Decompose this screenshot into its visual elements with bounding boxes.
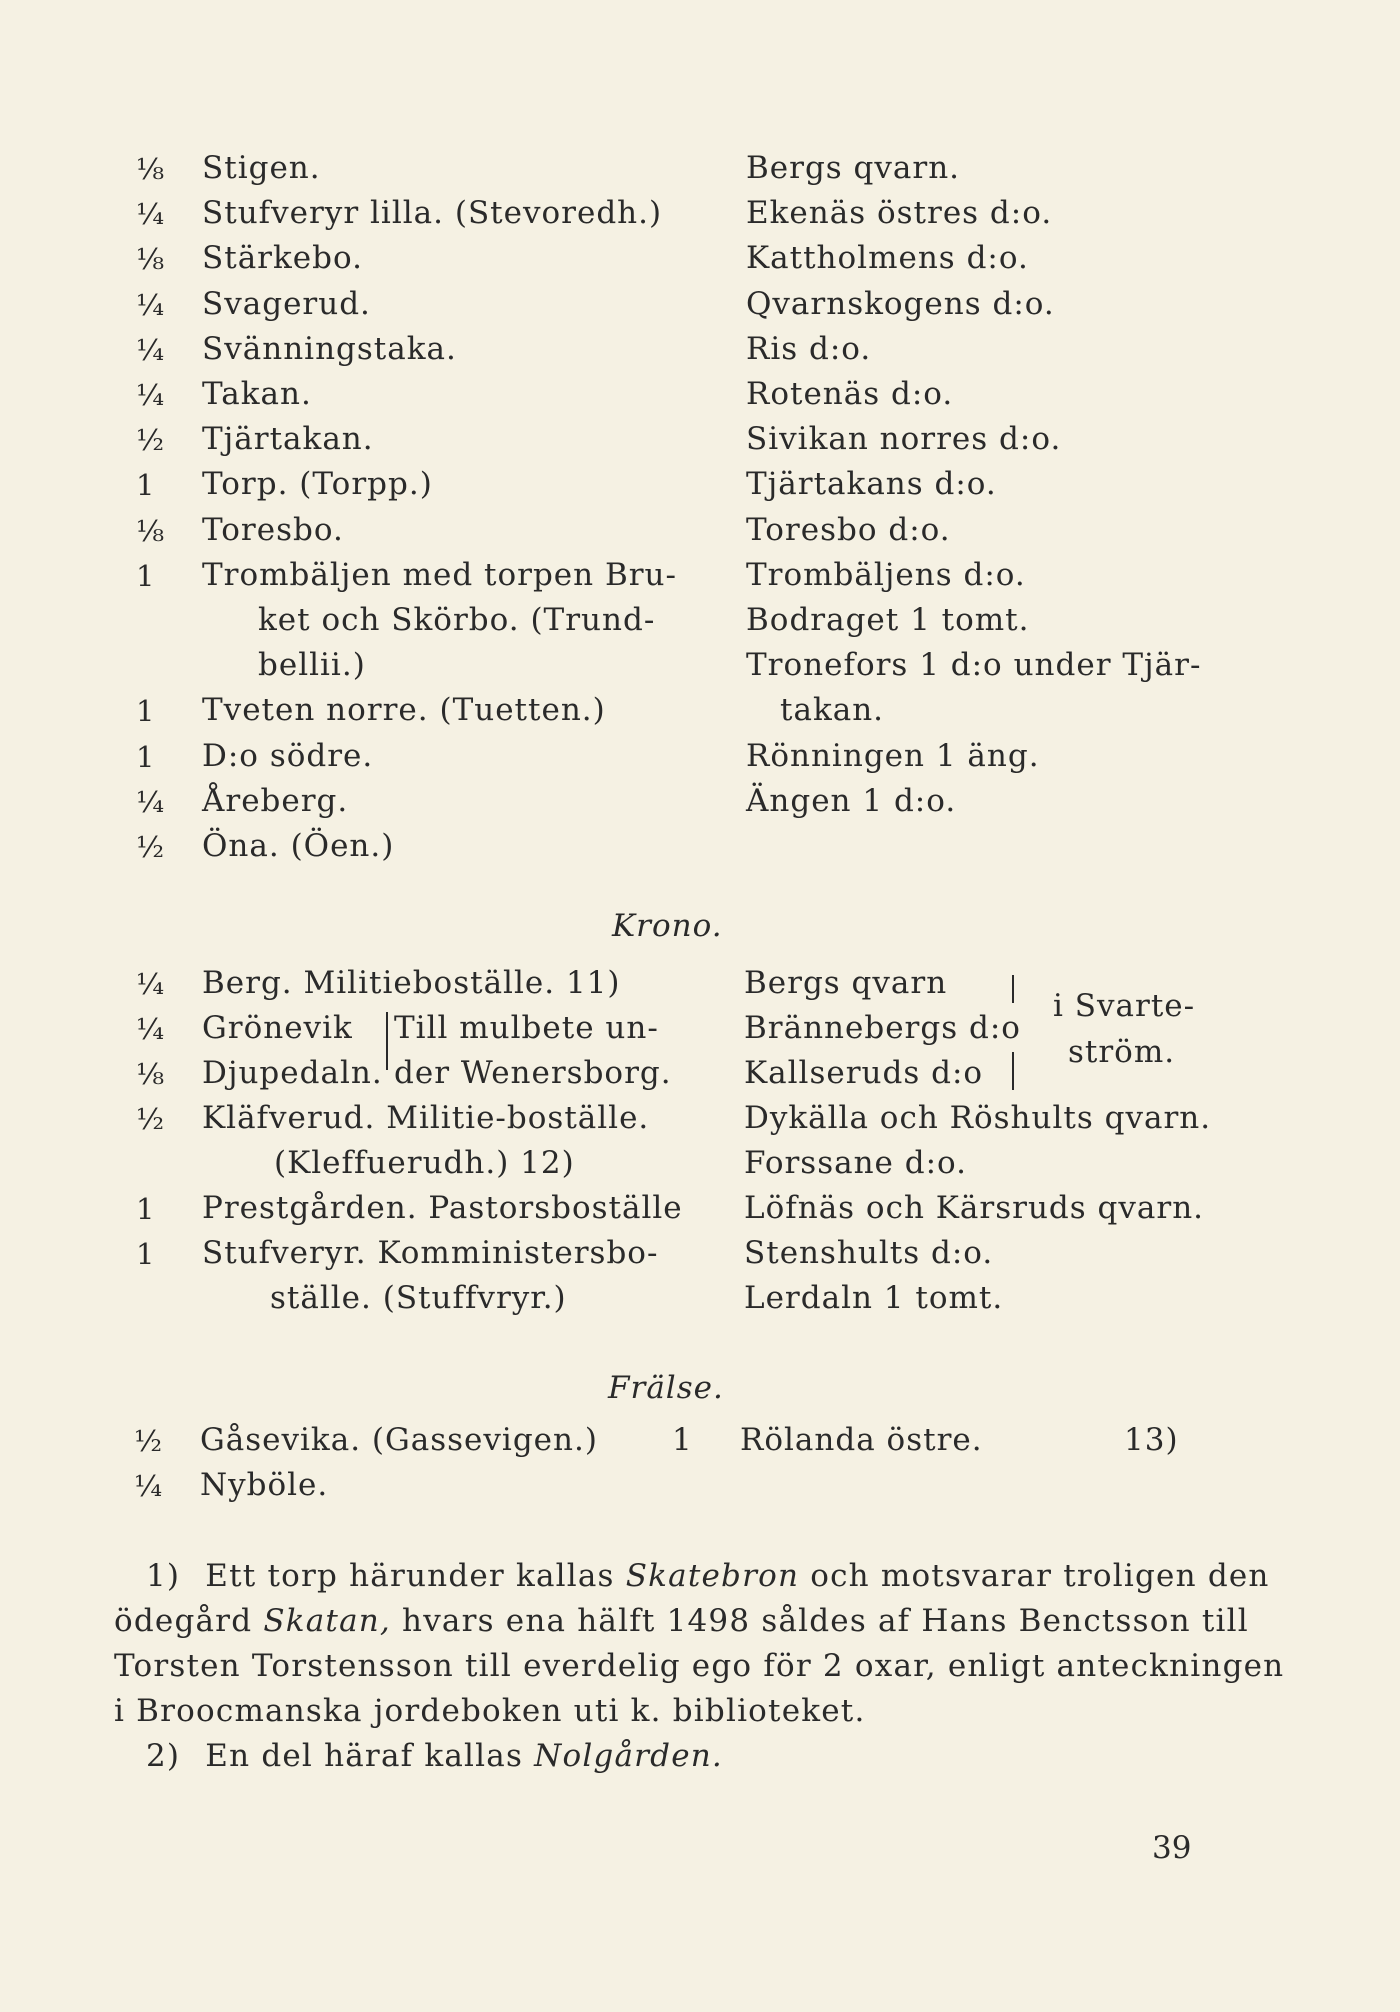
section1-left-row-8-text: Toresbo. xyxy=(202,512,344,548)
section1-left-row-15-fraction: ½ xyxy=(136,830,164,864)
krono-right-row-1-text: Brännebergs d:o xyxy=(744,1010,1021,1046)
section1-left-row-6-text: Tjärtakan. xyxy=(202,421,374,457)
section1-right-row-1-text: Ekenäs östres d:o. xyxy=(746,195,1053,231)
fralse-left-row-1-fraction: ¼ xyxy=(134,1469,162,1503)
section1-left-row-9-fraction: 1 xyxy=(136,559,154,593)
section1-left-row-3-fraction: ¼ xyxy=(136,288,164,322)
krono-right-row-4-text: Forssane d:o. xyxy=(744,1145,968,1181)
brace-left-line1: Till mulbete un- xyxy=(394,1010,659,1046)
section1-right-row-14-text: Ängen 1 d:o. xyxy=(746,783,957,819)
krono-left-row-3-fraction: ½ xyxy=(136,1102,164,1136)
fralse-right-note: 13) xyxy=(1124,1422,1179,1458)
section1-left-row-12-fraction: 1 xyxy=(136,694,154,728)
krono-right-row-6-text: Stenshults d:o. xyxy=(744,1235,994,1271)
section1-left-row-4-text: Svänningstaka. xyxy=(202,331,457,367)
footnote-1-line-3: Torsten Torstensson till everdelig ego för 2 oxar, enligt anteckningen xyxy=(114,1648,1285,1684)
brace-right-bottom xyxy=(1012,1052,1014,1090)
footnote-2-number: 2) xyxy=(146,1738,181,1774)
fralse-left-row-0-text: Gåsevika. (Gassevigen.) xyxy=(200,1422,598,1458)
footnote-2 xyxy=(146,1738,723,1774)
krono-left-row-5-text: Prestgården. Pastorsboställe xyxy=(202,1190,683,1226)
krono-left-row-0-text: Berg. Militieboställe. 11) xyxy=(202,965,621,1001)
section1-right-row-10-text: Bodraget 1 tomt. xyxy=(746,602,1030,638)
section1-left-row-9-text: Trombäljen med torpen Bru- xyxy=(202,557,678,593)
section1-left-row-14-text: Åreberg. xyxy=(202,783,349,819)
krono-left-row-4-text: (Kleffuerudh.) 12) xyxy=(274,1145,575,1181)
footnote-1-italic-1: Skatebron xyxy=(625,1558,800,1594)
section1-left-row-13-text: D:o södre. xyxy=(202,738,374,774)
krono-left-row-5-fraction: 1 xyxy=(136,1192,154,1226)
krono-left-row-2-fraction: ⅛ xyxy=(136,1057,164,1091)
section1-right-row-4-text: Ris d:o. xyxy=(746,331,872,367)
section1-left-row-10-text: ket och Skörbo. (Trund- xyxy=(258,602,656,638)
section1-right-row-0-text: Bergs qvarn. xyxy=(746,150,961,186)
section1-right-row-12-text: takan. xyxy=(780,692,885,728)
section1-left-row-15-text: Öna. (Öen.) xyxy=(202,828,395,864)
footnote-1-text-b: och motsvarar troligen den xyxy=(810,1558,1270,1594)
page-number: 39 xyxy=(1152,1830,1192,1866)
section1-right-row-13-text: Rönningen 1 äng. xyxy=(746,738,1040,774)
fralse-right-frac: 1 xyxy=(672,1422,693,1458)
krono-right-row-5-text: Löfnäs och Kärsruds qvarn. xyxy=(744,1190,1205,1226)
section1-left-row-6-fraction: ½ xyxy=(136,423,164,457)
section1-left-row-1-text: Stufveryr lilla. (Stevoredh.) xyxy=(202,195,663,231)
section1-right-row-3-text: Qvarnskogens d:o. xyxy=(746,286,1055,322)
section1-left-row-12-text: Tveten norre. (Tuetten.) xyxy=(202,692,606,728)
krono-left-row-1-fraction: ¼ xyxy=(136,1012,164,1046)
section1-left-row-0-text: Stigen. xyxy=(202,150,321,186)
section1-left-row-1-fraction: ¼ xyxy=(136,197,164,231)
krono-left-row-6-fraction: 1 xyxy=(136,1237,154,1271)
section1-left-row-14-fraction: ¼ xyxy=(136,785,164,819)
krono-left-row-6-text: Stufveryr. Komministersbo- xyxy=(202,1235,659,1271)
footnote-1-number: 1) xyxy=(146,1558,181,1594)
section1-left-row-8-fraction: ⅛ xyxy=(136,514,164,548)
section1-left-row-4-fraction: ¼ xyxy=(136,333,164,367)
brace-left-line2: der Wenersborg. xyxy=(394,1055,672,1091)
section1-left-row-3-text: Svagerud. xyxy=(202,286,371,322)
section1-left-row-5-text: Takan. xyxy=(202,376,312,412)
krono-right-row-2-text: Kallseruds d:o xyxy=(744,1055,984,1091)
brace-right-top xyxy=(1012,975,1014,1003)
section1-left-row-2-text: Stärkebo. xyxy=(202,240,363,276)
section1-right-row-8-text: Toresbo d:o. xyxy=(746,512,951,548)
krono-right-row-0-text: Bergs qvarn xyxy=(744,965,948,1001)
section1-left-row-7-fraction: 1 xyxy=(136,468,154,502)
section1-right-row-2-text: Kattholmens d:o. xyxy=(746,240,1029,276)
footnote-1-line-2 xyxy=(114,1603,1249,1639)
footnote-1-italic-2: Skatan, xyxy=(263,1603,391,1639)
brace-right-line1: i Svarte- xyxy=(1053,988,1196,1024)
fralse-left-row-1-text: Nyböle. xyxy=(200,1467,329,1503)
krono-heading: Krono. xyxy=(612,908,723,944)
section1-right-row-9-text: Trombäljens d:o. xyxy=(746,557,1026,593)
fralse-left-row-0-fraction: ½ xyxy=(134,1424,162,1458)
footnote-2-italic: Nolgården. xyxy=(534,1738,723,1774)
section1-right-row-5-text: Rotenäs d:o. xyxy=(746,376,954,412)
krono-right-row-7-text: Lerdaln 1 tomt. xyxy=(744,1280,1004,1316)
krono-left-row-3-text: Kläfverud. Militie-boställe. xyxy=(202,1100,650,1136)
krono-left-row-7-text: ställe. (Stuffvryr.) xyxy=(270,1280,567,1316)
krono-left-row-0-fraction: ¼ xyxy=(136,967,164,1001)
fralse-heading: Frälse. xyxy=(608,1370,724,1406)
footnote-1-line2-b: hvars ena hälft 1498 såldes af Hans Benctsson till xyxy=(402,1603,1249,1639)
krono-left-row-1-text: Grönevik xyxy=(202,1010,353,1046)
section1-left-row-0-fraction: ⅛ xyxy=(136,152,164,186)
section1-left-row-5-fraction: ¼ xyxy=(136,378,164,412)
footnote-1-line-4: i Broocmanska jordeboken uti k. biblioteket. xyxy=(114,1693,866,1729)
section1-left-row-13-fraction: 1 xyxy=(136,740,154,774)
section1-left-row-11-text: bellii.) xyxy=(258,647,366,683)
krono-left-row-2-text: Djupedaln. xyxy=(202,1055,383,1091)
footnote-2-text: En del häraf kallas xyxy=(205,1738,524,1774)
footnote-1-line-1 xyxy=(146,1558,1270,1594)
fralse-right-text: Rölanda östre. xyxy=(740,1422,983,1458)
footnote-1-line2-a: ödegård xyxy=(114,1603,253,1639)
section1-right-row-6-text: Sivikan norres d:o. xyxy=(746,421,1062,457)
brace-right-line2: ström. xyxy=(1068,1034,1176,1070)
section1-right-row-7-text: Tjärtakans d:o. xyxy=(746,466,997,502)
brace-left xyxy=(386,1012,388,1070)
section1-left-row-2-fraction: ⅛ xyxy=(136,242,164,276)
section1-right-row-11-text: Tronefors 1 d:o under Tjär- xyxy=(746,647,1202,683)
section1-left-row-7-text: Torp. (Torpp.) xyxy=(202,466,433,502)
krono-right-row-3-text: Dykälla och Röshults qvarn. xyxy=(744,1100,1212,1136)
footnote-1-text-a: Ett torp härunder kallas xyxy=(205,1558,615,1594)
